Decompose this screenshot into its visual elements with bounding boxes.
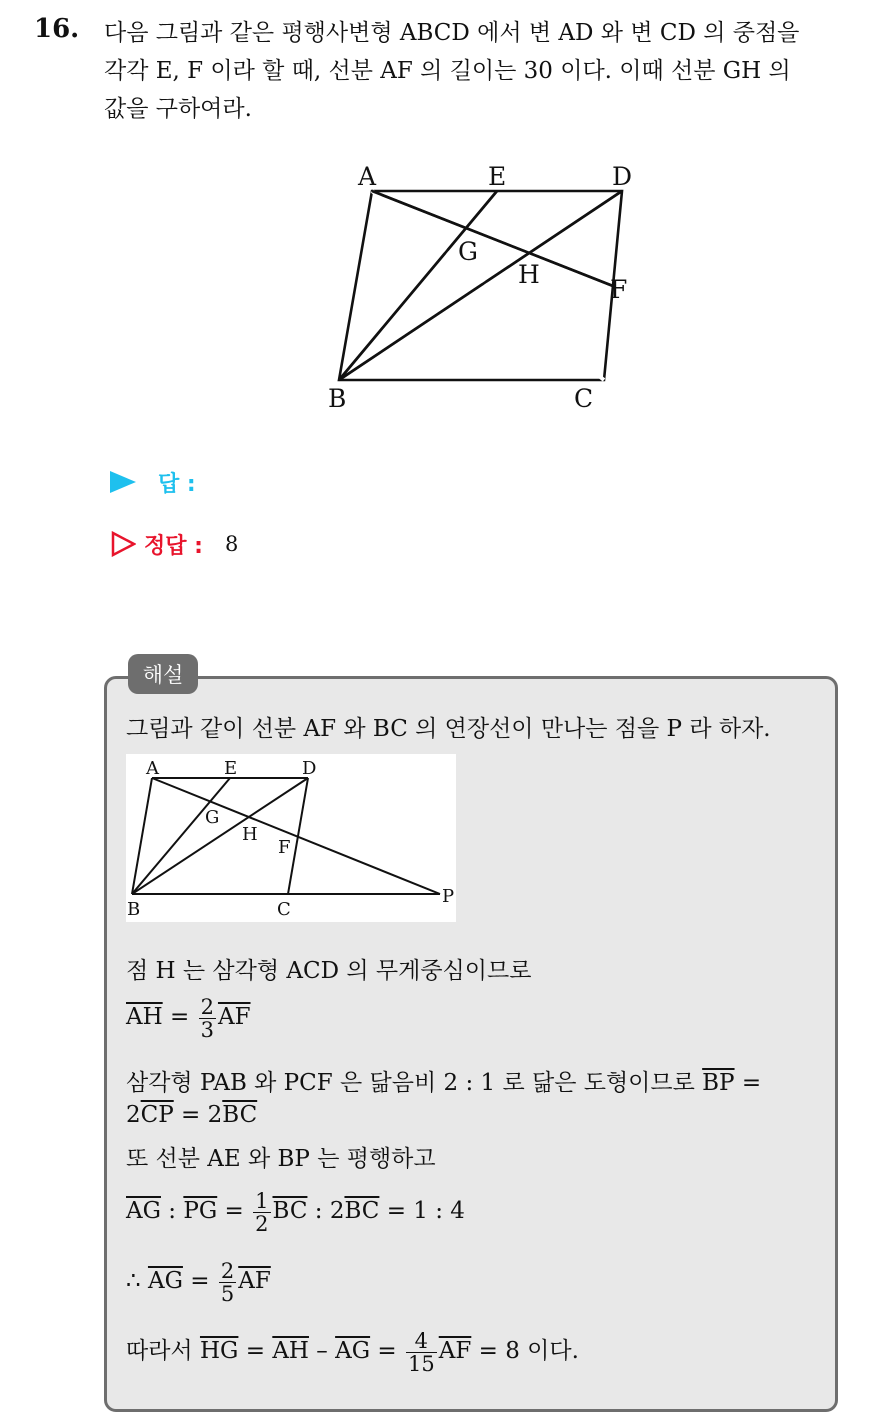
solution-line-3: $2\overline{CP} = 2\overline{BC}$ bbox=[126, 1102, 258, 1128]
segment-ap bbox=[152, 778, 440, 894]
label-e: E bbox=[224, 758, 238, 779]
correct-answer-value: 8 bbox=[224, 532, 239, 556]
seg-ah: $\overline{AH}$ bbox=[272, 1338, 309, 1364]
seg-af: $\overline{AF}$ bbox=[217, 1004, 251, 1030]
label-a: A bbox=[146, 758, 159, 779]
solution-intro: 그림과 같이 선분 AF 와 BC 의 연장선이 만나는 점을 P 라 하자. bbox=[126, 716, 771, 742]
label-f: F bbox=[610, 275, 628, 304]
equals: = bbox=[169, 1004, 190, 1030]
solution-eq-2: $\overline{AG}$ : $\overline{PG}$ = $\frac{1}{2}$ $\overline{BC}$ : $2\overline{BC} = 1$ : 4 bbox=[126, 1188, 465, 1236]
seg-ag: $\overline{AG}$ bbox=[126, 1198, 161, 1224]
seg-bc: $\overline{BC}$ bbox=[222, 1102, 258, 1128]
solution-line-4: 또 선분 AE 와 BP 는 평행하고 bbox=[126, 1146, 436, 1172]
segment-be bbox=[132, 778, 230, 894]
label-e: E bbox=[488, 162, 507, 191]
label-b: B bbox=[127, 899, 141, 920]
question-line-3: 값을 구하여라. bbox=[104, 96, 252, 122]
label-c: C bbox=[574, 384, 594, 413]
seg-bp: $\overline{BP}$ bbox=[702, 1070, 735, 1096]
solution-eq-1 bbox=[126, 992, 251, 1042]
label-a: A bbox=[358, 162, 377, 191]
seg-hg: $\overline{HG}$ bbox=[199, 1338, 239, 1364]
seg-cp: $\overline{CP}$ bbox=[140, 1102, 174, 1128]
fraction: $\frac{4}{15}$ bbox=[408, 1328, 435, 1376]
seg-ag: $\overline{AG}$ bbox=[147, 1268, 183, 1294]
label-g: G bbox=[205, 807, 220, 828]
fraction: $\frac{2}{3}$ bbox=[200, 994, 214, 1042]
answer-row bbox=[110, 464, 196, 500]
question-text bbox=[104, 14, 864, 128]
question-line-2: 각각 E, F 이라 할 때, 선분 AF 의 길이는 30 이다. 이때 선분 GH 의 bbox=[104, 58, 791, 84]
label-h: H bbox=[518, 260, 540, 289]
parallelogram-figure bbox=[320, 158, 650, 418]
label-f: F bbox=[278, 837, 291, 858]
correct-answer-row bbox=[110, 526, 238, 562]
seg-ah: $\overline{AH}$ bbox=[126, 1004, 163, 1030]
seg-bc: $\overline{BC}$ bbox=[344, 1198, 380, 1224]
segment-ab bbox=[132, 778, 152, 894]
label-d: D bbox=[612, 162, 633, 191]
seg-af: $\overline{AF}$ bbox=[438, 1338, 472, 1364]
correct-answer-label: 정답 : bbox=[144, 533, 203, 559]
label-b: B bbox=[328, 384, 347, 413]
answer-label: 답 : bbox=[158, 471, 196, 497]
segment-bd bbox=[132, 778, 308, 894]
label-p: P bbox=[442, 886, 455, 907]
therefore-symbol: ∴ bbox=[126, 1268, 141, 1294]
play-icon bbox=[110, 471, 136, 493]
seg-bc: $\overline{BC}$ bbox=[272, 1198, 308, 1224]
solution-eq-4: 따라서 $\overline{HG} = \overline{AH} - \overline{AG}$ = $\frac{4}{15}$ $\overline{AF} = 8$ 이다. bbox=[126, 1328, 579, 1376]
fraction: $\frac{2}{5}$ bbox=[220, 1258, 235, 1306]
fraction: $\frac{1}{2}$ bbox=[255, 1188, 269, 1236]
solution-eq-3: ∴ $\overline{AG}$ = $\frac{2}{5}$ $\overline{AF}$ bbox=[126, 1258, 271, 1306]
solution-tag: 해설 bbox=[128, 654, 198, 694]
question-line-1: 다음 그림과 같은 평행사변형 ABCD 에서 변 AD 와 변 CD 의 중점을 bbox=[104, 20, 800, 46]
label-h: H bbox=[242, 824, 258, 845]
outline-play-icon bbox=[110, 531, 136, 557]
seg-af: $\overline{AF}$ bbox=[238, 1268, 271, 1294]
solution-figure bbox=[126, 754, 456, 922]
label-g: G bbox=[458, 237, 478, 266]
label-c: C bbox=[277, 899, 291, 920]
seg-pg: $\overline{PG}$ bbox=[183, 1198, 218, 1224]
label-d: D bbox=[302, 758, 317, 779]
solution-line-2: 삼각형 PAB 와 PCF 은 닮음비 2 : 1 로 닮은 도형이므로 $\overline{BP}$ = bbox=[126, 1070, 762, 1096]
seg-ag: $\overline{AG}$ bbox=[335, 1338, 371, 1364]
question-number: 16. bbox=[34, 14, 80, 44]
solution-line-1: 점 H 는 삼각형 ACD 의 무게중심이므로 bbox=[126, 958, 532, 984]
